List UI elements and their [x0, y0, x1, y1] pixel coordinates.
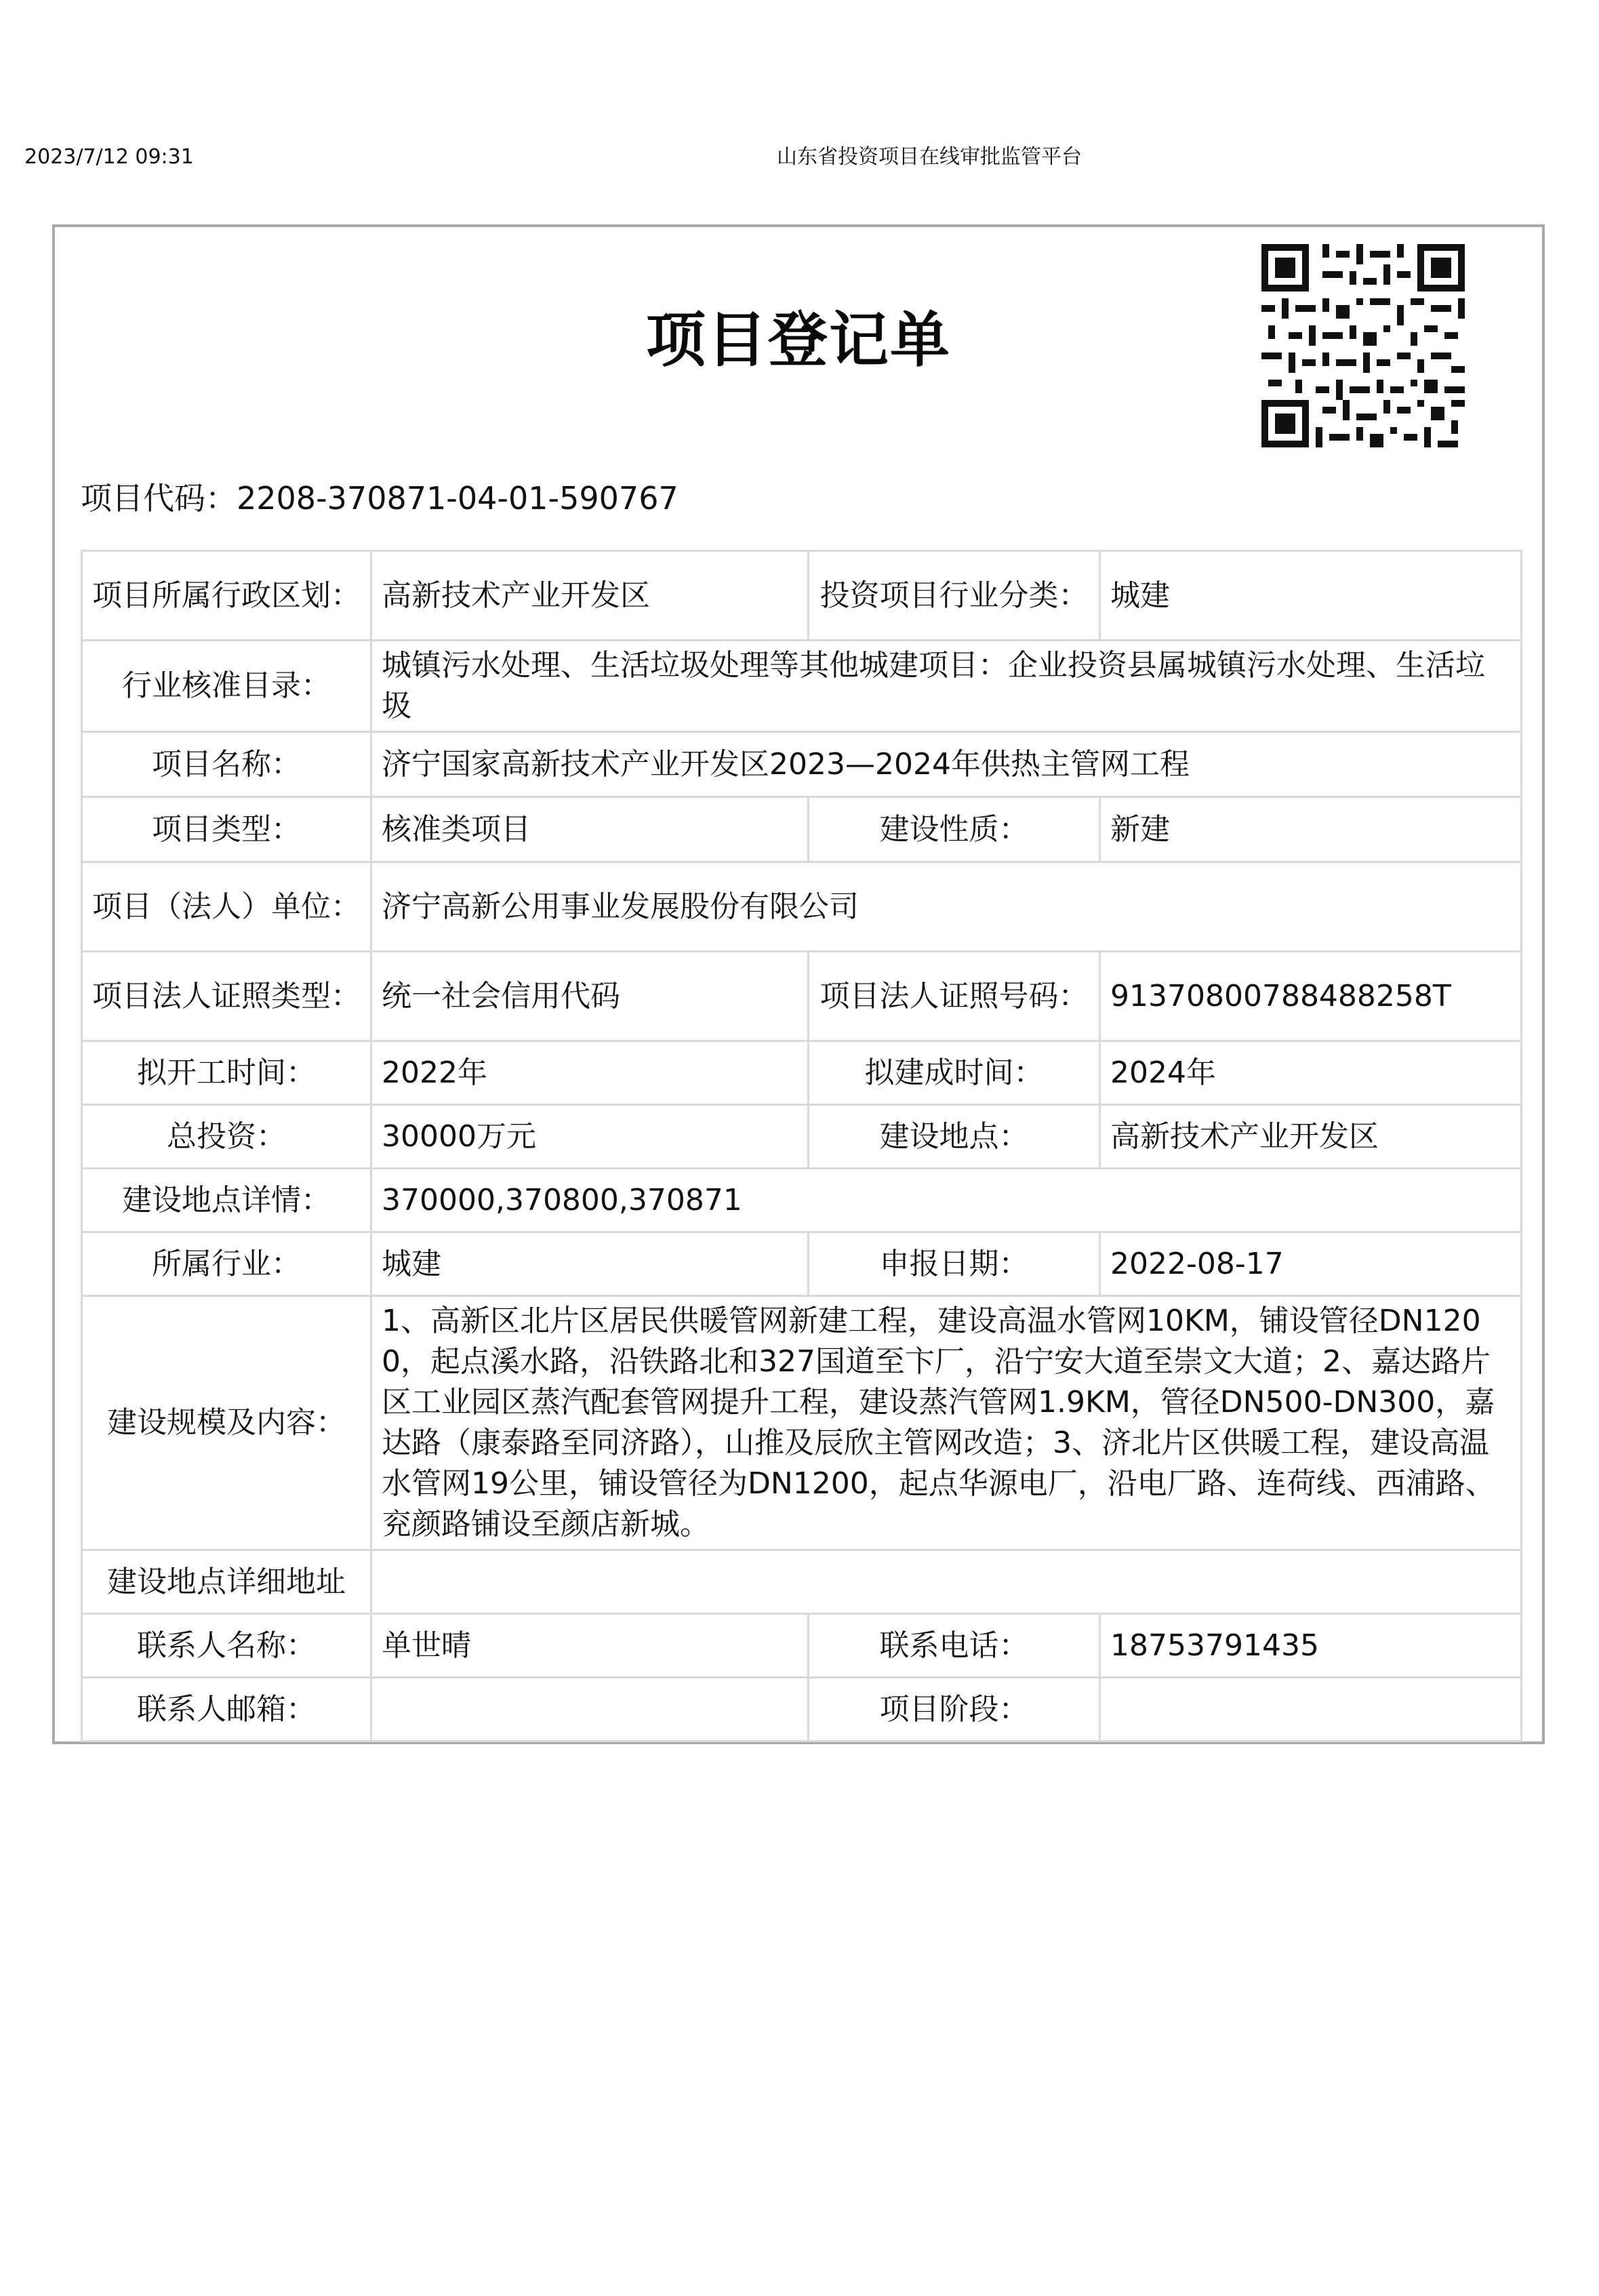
table-row [82, 732, 1522, 797]
table-row [82, 952, 1522, 1041]
contact-email-label: 联系人邮箱： [82, 1678, 371, 1741]
contact-name-label: 联系人名称： [82, 1614, 371, 1678]
site-details-label: 建设地点详情： [82, 1169, 371, 1232]
table-row [82, 1232, 1522, 1296]
contact-phone-label: 联系电话： [809, 1614, 1100, 1678]
project-stage-label: 项目阶段： [809, 1678, 1100, 1741]
detailed-address-label: 建设地点详细地址 [82, 1550, 371, 1614]
project-code-line [81, 478, 679, 519]
qr-code-icon [1261, 244, 1465, 447]
construction-site-value: 高新技术产业开发区 [1100, 1105, 1522, 1169]
license-type-value: 统一社会信用代码 [371, 952, 809, 1041]
project-info-table [81, 550, 1522, 1742]
table-row [82, 1296, 1522, 1550]
contact-name-value: 单世晴 [371, 1614, 809, 1678]
planned-completion-value: 2024年 [1100, 1041, 1522, 1105]
table-row [82, 1550, 1522, 1614]
project-code-label: 项目代码： [81, 480, 237, 517]
contact-email-value [371, 1678, 809, 1741]
project-code-value: 2208-370871-04-01-590767 [237, 480, 679, 517]
legal-entity-value: 济宁高新公用事业发展股份有限公司 [371, 862, 1522, 952]
project-name-value: 济宁国家高新技术产业开发区2023—2024年供热主管网工程 [371, 732, 1522, 797]
license-number-label: 项目法人证照号码： [809, 952, 1100, 1041]
table-row [82, 1169, 1522, 1232]
admin-region-value: 高新技术产业开发区 [371, 551, 809, 641]
project-stage-value [1100, 1678, 1522, 1741]
detailed-address-value [371, 1550, 1522, 1614]
legal-entity-label: 项目（法人）单位： [82, 862, 371, 952]
scale-content-value: 1、高新区北片区居民供暖管网新建工程，建设高温水管网10KM，铺设管径DN1200，起点溪水路，沿铁路北和327国道至卞厂，沿宁安大道至崇文大道；2、嘉达路片区工业园区蒸汽配套管网提升工程，建设蒸汽管网1.9KM，管径DN500-DN300，嘉达路（康泰路至同济路），山推及辰欣主管网改造；3、济北片区供暖工程，建设高温水管网19公里，铺设管径为DN1200，起点华源电厂，沿电厂路、连荷线、西浦路、兖颜路铺设至颜店新城。 [371, 1296, 1522, 1550]
planned-start-label: 拟开工时间： [82, 1041, 371, 1105]
table-row [82, 551, 1522, 641]
planned-start-value: 2022年 [371, 1041, 809, 1105]
admin-region-label: 项目所属行政区划： [82, 551, 371, 641]
construction-nature-label: 建设性质： [809, 797, 1100, 862]
construction-site-label: 建设地点： [809, 1105, 1100, 1169]
project-type-label: 项目类型： [82, 797, 371, 862]
table-row [82, 797, 1522, 862]
declaration-date-label: 申报日期： [809, 1232, 1100, 1296]
approval-catalog-value: 城镇污水处理、生活垃圾处理等其他城建项目：企业投资县属城镇污水处理、生活垃圾 [371, 641, 1522, 732]
construction-nature-value: 新建 [1100, 797, 1522, 862]
table-row [82, 1614, 1522, 1678]
registration-form [52, 224, 1545, 1744]
site-details-value: 370000,370800,370871 [371, 1169, 1522, 1232]
table-row [82, 641, 1522, 732]
table-row [82, 1041, 1522, 1105]
industry-value: 城建 [371, 1232, 809, 1296]
license-type-label: 项目法人证照类型： [82, 952, 371, 1041]
print-timestamp: 2023/7/12 09:31 [24, 145, 194, 169]
page-title: 项目登记单 [645, 305, 951, 375]
table-row [82, 862, 1522, 952]
contact-phone-value: 18753791435 [1100, 1614, 1522, 1678]
planned-completion-label: 拟建成时间： [809, 1041, 1100, 1105]
platform-name: 山东省投资项目在线审批监管平台 [777, 145, 1082, 169]
industry-category-value: 城建 [1100, 551, 1522, 641]
total-investment-label: 总投资： [82, 1105, 371, 1169]
project-name-label: 项目名称： [82, 732, 371, 797]
industry-label: 所属行业： [82, 1232, 371, 1296]
scale-content-label: 建设规模及内容： [82, 1296, 371, 1550]
industry-category-label: 投资项目行业分类： [809, 551, 1100, 641]
table-row [82, 1105, 1522, 1169]
total-investment-value: 30000万元 [371, 1105, 809, 1169]
license-number-value: 91370800788488258T [1100, 952, 1522, 1041]
table-row [82, 1678, 1522, 1741]
approval-catalog-label: 行业核准目录： [82, 641, 371, 732]
print-header [24, 144, 1575, 171]
declaration-date-value: 2022-08-17 [1100, 1232, 1522, 1296]
project-type-value: 核准类项目 [371, 797, 809, 862]
